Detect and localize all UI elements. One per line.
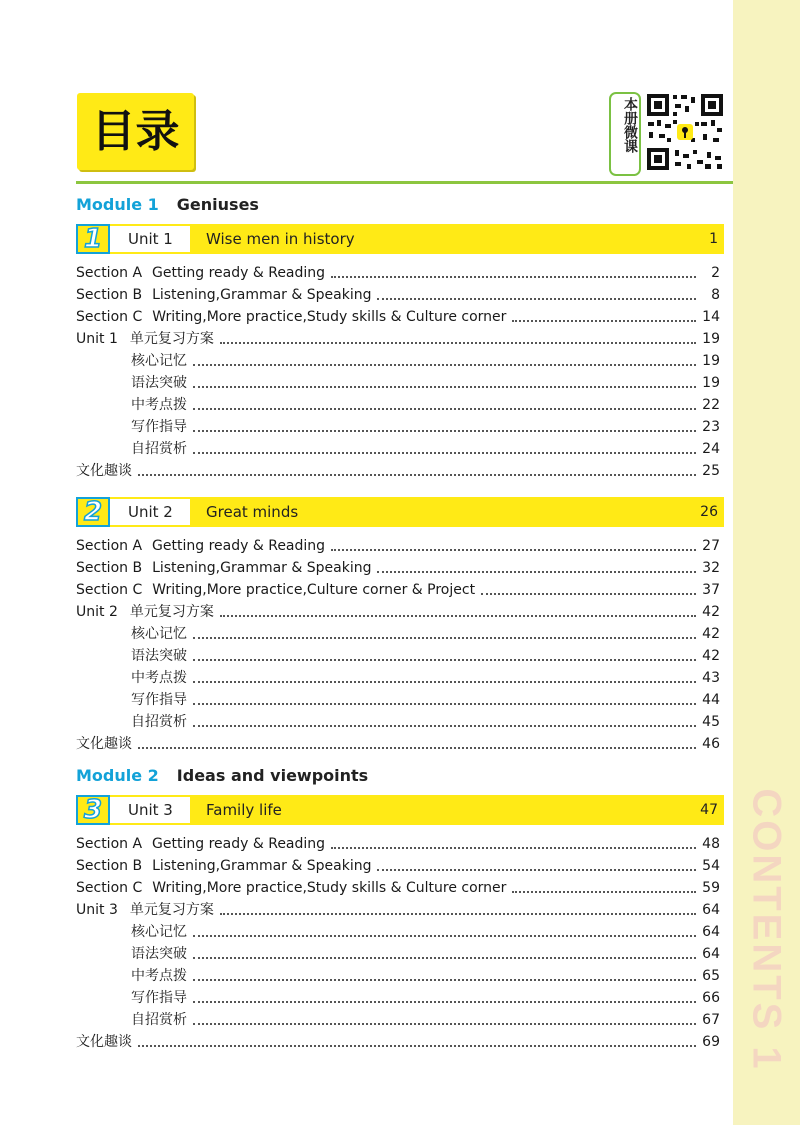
- toc-row[interactable]: [76, 712, 720, 732]
- row-section: Unit 2: [76, 604, 118, 620]
- row-title: 单元复习方案: [129, 331, 214, 347]
- leader-dots: [193, 364, 696, 366]
- row-title: 文化趣谈: [76, 463, 132, 479]
- leader-dots: [138, 474, 696, 476]
- toc-row[interactable]: [76, 461, 720, 481]
- leader-dots: [193, 1023, 696, 1025]
- toc-row[interactable]: [76, 966, 720, 986]
- row-title: 中考点拨: [131, 670, 187, 686]
- row-title: 核心记忆: [131, 353, 187, 369]
- unit-bar[interactable]: [76, 795, 724, 825]
- row-page: 64: [702, 902, 720, 918]
- unit-title: Family life: [190, 795, 724, 825]
- row-title: Writing,More practice,Study skills & Culture corner: [152, 880, 507, 896]
- row-page: 46: [702, 736, 720, 752]
- row-page: 42: [702, 626, 720, 642]
- toc-row[interactable]: [76, 944, 720, 964]
- row-page: 64: [702, 946, 720, 962]
- row-title: Listening,Grammar & Speaking: [152, 858, 372, 874]
- unit-number-badge: [76, 224, 110, 254]
- row-page: 42: [702, 648, 720, 664]
- leader-dots: [331, 276, 696, 278]
- row-title: 写作指导: [131, 419, 187, 435]
- row-title: Writing,More practice,Culture corner & Project: [152, 582, 476, 598]
- row-section: Section C: [76, 582, 143, 598]
- leader-dots: [481, 593, 696, 595]
- module-label: Module 2: [76, 766, 159, 785]
- row-title: 文化趣谈: [76, 1034, 132, 1050]
- row-page: 19: [702, 331, 720, 347]
- row-section: Section C: [76, 309, 143, 325]
- leader-dots: [512, 320, 696, 322]
- toc-row[interactable]: [76, 856, 720, 876]
- leader-dots: [193, 430, 696, 432]
- row-title: Getting ready & Reading: [152, 538, 326, 554]
- row-section: Section C: [76, 880, 143, 896]
- unit-label: Unit 1: [110, 224, 190, 254]
- leader-dots: [138, 747, 696, 749]
- unit-bar[interactable]: [76, 497, 724, 527]
- unit-title: Wise men in history: [190, 224, 724, 254]
- page-title: 目录: [91, 106, 180, 157]
- module-title: Ideas and viewpoints: [176, 766, 369, 785]
- row-page: 48: [702, 836, 720, 852]
- unit-page: 26: [700, 504, 718, 520]
- row-page: 69: [702, 1034, 720, 1050]
- toc-row[interactable]: [76, 558, 720, 578]
- toc-row[interactable]: [76, 734, 720, 754]
- leader-dots: [193, 681, 696, 683]
- leader-dots: [193, 1001, 696, 1003]
- toc-row[interactable]: [76, 922, 720, 942]
- row-page: 54: [702, 858, 720, 874]
- row-page: 8: [711, 287, 720, 303]
- row-page: 65: [702, 968, 720, 984]
- leader-dots: [193, 935, 696, 937]
- toc-row[interactable]: [76, 351, 720, 371]
- toc-row[interactable]: [76, 285, 720, 305]
- unit-number: 3: [83, 795, 103, 825]
- unit-bar[interactable]: [76, 224, 724, 254]
- contents-side-label: CONTENTS 1: [744, 788, 789, 1072]
- toc-row[interactable]: [76, 439, 720, 459]
- toc-row[interactable]: [76, 834, 720, 854]
- row-title: Getting ready & Reading: [152, 265, 326, 281]
- row-section: Unit 3: [76, 902, 118, 918]
- toc-row[interactable]: [76, 307, 720, 327]
- leader-dots: [220, 615, 696, 617]
- row-page: 27: [702, 538, 720, 554]
- leader-dots: [138, 1045, 696, 1047]
- micro-course-label: 本册微课: [622, 97, 638, 153]
- row-section: Unit 1: [76, 331, 118, 347]
- unit-title: Great minds: [190, 497, 724, 527]
- row-page: 66: [702, 990, 720, 1006]
- leader-dots: [377, 298, 696, 300]
- leader-dots: [193, 659, 696, 661]
- unit-label: Unit 2: [110, 497, 190, 527]
- row-title: 文化趣谈: [76, 736, 132, 752]
- row-page: 37: [702, 582, 720, 598]
- module-title: Geniuses: [176, 195, 259, 214]
- row-title: 自招赏析: [131, 1012, 187, 1028]
- unit-label: Unit 3: [110, 795, 190, 825]
- row-title: 语法突破: [131, 375, 187, 391]
- row-section: Section B: [76, 287, 143, 303]
- row-page: 24: [702, 441, 720, 457]
- unit-number-badge: [76, 497, 110, 527]
- title-box: [77, 93, 194, 170]
- row-title: 中考点拨: [131, 968, 187, 984]
- leader-dots: [193, 386, 696, 388]
- toc-row[interactable]: [76, 646, 720, 666]
- row-title: Writing,More practice,Study skills & Culture corner: [152, 309, 507, 325]
- row-section: Section B: [76, 858, 143, 874]
- row-section: Section A: [76, 836, 143, 852]
- toc-row[interactable]: [76, 900, 720, 920]
- row-section: Section A: [76, 538, 143, 554]
- row-page: 19: [702, 375, 720, 391]
- row-title: 自招赏析: [131, 714, 187, 730]
- module-label: Module 1: [76, 195, 159, 214]
- row-page: 25: [702, 463, 720, 479]
- leader-dots: [193, 979, 696, 981]
- row-page: 44: [702, 692, 720, 708]
- toc-row[interactable]: [76, 329, 720, 349]
- leader-dots: [220, 913, 696, 915]
- row-title: 写作指导: [131, 990, 187, 1006]
- row-page: 32: [702, 560, 720, 576]
- row-title: 语法突破: [131, 946, 187, 962]
- leader-dots: [377, 869, 696, 871]
- leader-dots: [512, 891, 696, 893]
- row-page: 19: [702, 353, 720, 369]
- toc-row[interactable]: [76, 690, 720, 710]
- row-title: Listening,Grammar & Speaking: [152, 287, 372, 303]
- row-page: 42: [702, 604, 720, 620]
- leader-dots: [220, 342, 696, 344]
- toc-row[interactable]: [76, 1010, 720, 1030]
- module-heading: [76, 194, 259, 216]
- toc-row[interactable]: [76, 1032, 720, 1052]
- leader-dots: [193, 703, 696, 705]
- toc-row[interactable]: [76, 602, 720, 622]
- unit-number: 2: [83, 497, 103, 527]
- toc-row[interactable]: [76, 580, 720, 600]
- unit-number-badge: [76, 795, 110, 825]
- leader-dots: [193, 452, 696, 454]
- row-title: 核心记忆: [131, 924, 187, 940]
- leader-dots: [377, 571, 696, 573]
- row-page: 2: [711, 265, 720, 281]
- row-title: 自招赏析: [131, 441, 187, 457]
- module-heading: [76, 765, 368, 787]
- leader-dots: [193, 725, 696, 727]
- leader-dots: [331, 847, 696, 849]
- row-section: Section B: [76, 560, 143, 576]
- unit-page: 1: [709, 231, 718, 247]
- unit-number: 1: [83, 224, 103, 254]
- row-title: 写作指导: [131, 692, 187, 708]
- toc-row[interactable]: [76, 417, 720, 437]
- row-page: 43: [702, 670, 720, 686]
- row-title: Getting ready & Reading: [152, 836, 326, 852]
- row-section: Section A: [76, 265, 143, 281]
- toc-row[interactable]: [76, 263, 720, 283]
- row-page: 23: [702, 419, 720, 435]
- unit-page: 47: [700, 802, 718, 818]
- row-page: 45: [702, 714, 720, 730]
- row-title: Listening,Grammar & Speaking: [152, 560, 372, 576]
- row-page: 59: [702, 880, 720, 896]
- header-divider: [76, 181, 733, 184]
- leader-dots: [193, 408, 696, 410]
- row-title: 中考点拨: [131, 397, 187, 413]
- toc-row[interactable]: [76, 536, 720, 556]
- qr-code-icon[interactable]: [645, 92, 725, 172]
- row-title: 核心记忆: [131, 626, 187, 642]
- row-title: 语法突破: [131, 648, 187, 664]
- toc-row[interactable]: [76, 668, 720, 688]
- row-page: 22: [702, 397, 720, 413]
- micro-course-badge[interactable]: [609, 92, 641, 176]
- leader-dots: [331, 549, 696, 551]
- row-page: 14: [702, 309, 720, 325]
- row-title: 单元复习方案: [129, 604, 214, 620]
- toc-row[interactable]: [76, 988, 720, 1008]
- row-title: 单元复习方案: [129, 902, 214, 918]
- toc-row[interactable]: [76, 878, 720, 898]
- row-page: 64: [702, 924, 720, 940]
- toc-row[interactable]: [76, 395, 720, 415]
- toc-row[interactable]: [76, 373, 720, 393]
- leader-dots: [193, 637, 696, 639]
- toc-row[interactable]: [76, 624, 720, 644]
- row-page: 67: [702, 1012, 720, 1028]
- leader-dots: [193, 957, 696, 959]
